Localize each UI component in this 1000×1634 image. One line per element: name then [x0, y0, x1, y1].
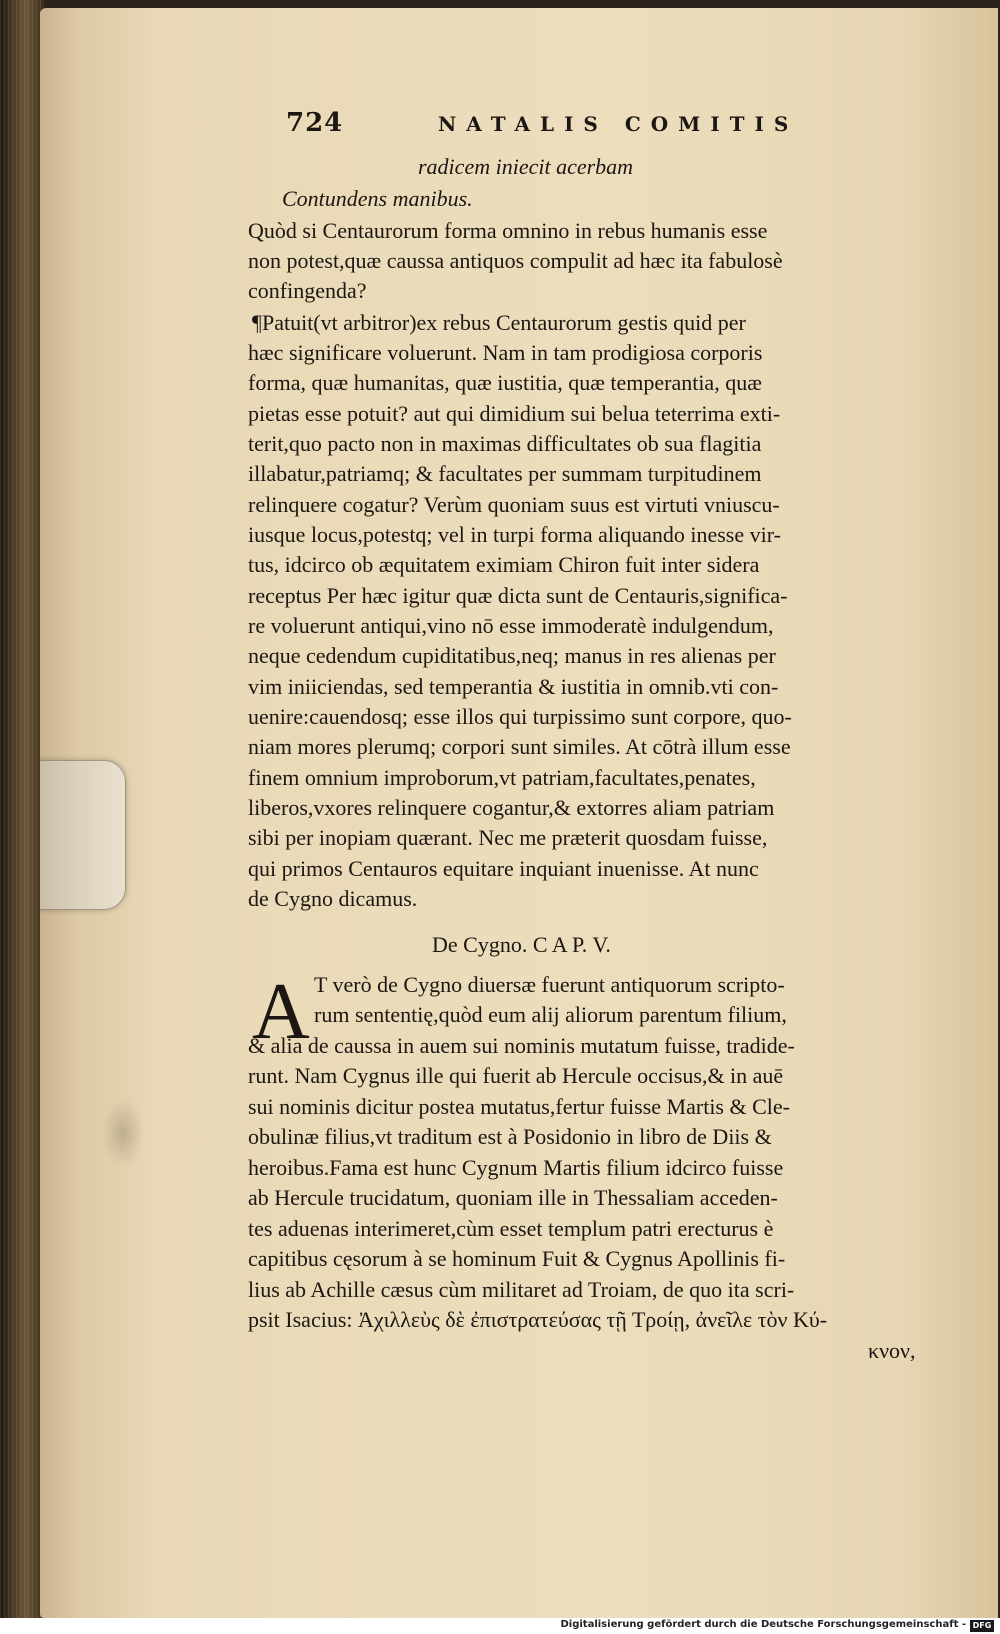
catchword: κνον,	[868, 1338, 916, 1363]
text-line: qui primos Centauros equitare inquiant inuenisse. At nunc	[248, 856, 759, 881]
chapter-heading: De Cygno. C A P. V.	[432, 932, 611, 957]
text-line: sui nominis dicitur postea mutatus,fertur fuisse Martis & Cle-	[248, 1094, 790, 1119]
text-line: psit Isacius: Ἀχιλλεὺς δὲ ἐπιστρατεύσας τῇ Τροίῃ, ἀνεῖλε τὸν Κύ-	[248, 1307, 828, 1332]
page-number: 724	[286, 108, 344, 138]
text-line: Quòd si Centaurorum forma omnino in rebus humanis esse	[248, 218, 768, 243]
page-clip	[40, 760, 126, 910]
text-line: uenire:cauendosq; esse illos qui turpissimo sunt corpore, quo-	[248, 704, 792, 729]
book-page	[40, 8, 998, 1618]
text-line: T verò de Cygno diuersæ fuerunt antiquorum scripto-	[314, 972, 785, 997]
funding-credit: Digitalisierung gefördert durch die Deutsche Forschungsgemeinschaft -	[560, 1619, 966, 1630]
footer-bar	[0, 1618, 1000, 1634]
dfg-logo: DFG	[970, 1620, 994, 1632]
text-line: vim iniiciendas, sed temperantia & iustitia in omnib.vti con-	[248, 674, 779, 699]
text-line: ¶Patuit(vt arbitror)ex rebus Centaurorum gestis quid per	[252, 310, 746, 335]
text-line: receptus Per hæc igitur quæ dicta sunt de Centauris,significa-	[248, 583, 788, 608]
text-line: terit,quo pacto non in maximas difficultates ob sua flagitia	[248, 431, 762, 456]
text-line: capitibus cęsorum à se hominum Fuit & Cygnus Apollinis fi-	[248, 1246, 786, 1271]
text-line: rum sententię,quòd eum alij aliorum parentum filium,	[314, 1002, 787, 1027]
text-line: relinquere cogatur? Verùm quoniam suus est virtuti vniuscu-	[248, 492, 780, 517]
paper-stain	[102, 1098, 144, 1168]
text-line: liberos,vxores relinquere cogantur,& extorres aliam patriam	[248, 795, 775, 820]
text-line: non potest,quæ caussa antiquos compulit ad hæc ita fabulosè	[248, 248, 783, 273]
text-line: forma, quæ humanitas, quæ iustitia, quæ temperantia, quæ	[248, 370, 762, 395]
text-line: illabatur,patriamq; & facultates per summam turpitudinem	[248, 461, 762, 486]
running-title: NATALIS COMITIS	[438, 112, 799, 136]
text-line: de Cygno dicamus.	[248, 886, 418, 911]
text-line: hæc significare voluerunt. Nam in tam prodigiosa corporis	[248, 340, 763, 365]
text-line: niam mores plerumq; corpori sunt similes. At cōtrà illum esse	[248, 734, 791, 759]
text-line: obulinæ filius,vt traditum est à Posidonio in libro de Diis &	[248, 1124, 772, 1149]
text-line: heroibus.Fama est hunc Cygnum Martis filium idcirco fuisse	[248, 1155, 784, 1180]
drop-capital: A	[252, 968, 310, 1056]
text-line: runt. Nam Cygnus ille qui fuerit ab Hercule occisus,& in auē	[248, 1063, 784, 1088]
text-line: sibi per inopiam quærant. Nec me præterit quosdam fuisse,	[248, 825, 768, 850]
text-line: neque cedendum cupiditatibus,neq; manus in res alienas per	[248, 643, 776, 668]
text-line: finem omnium improborum,vt patriam,facultates,penates,	[248, 765, 756, 790]
text-line: lius ab Achille cæsus cùm militaret ad Troiam, de quo ita scri-	[248, 1277, 795, 1302]
book-fore-edge	[0, 0, 44, 1620]
running-head	[248, 104, 948, 144]
text-line: iusque locus,potestq; vel in turpi forma aliquando inesse vir-	[248, 522, 781, 547]
text-line: ab Hercule trucidatum, quoniam ille in Thessaliam acceden-	[248, 1185, 778, 1210]
text-line: confingenda?	[248, 278, 367, 303]
text-line: tus, idcirco ob æquitatem eximiam Chiron fuit inter sidera	[248, 552, 760, 577]
verse-line: Contundens manibus.	[282, 186, 473, 211]
text-line: re voluerunt antiqui,vino nō esse immoderatè indulgendum,	[248, 613, 774, 638]
text-line: & alia de caussa in auem sui nominis mutatum fuisse, tradide-	[248, 1033, 795, 1058]
verse-line: radicem iniecit acerbam	[418, 154, 634, 179]
text-line: pietas esse potuit? aut qui dimidium sui belua teterrima exti-	[248, 401, 781, 426]
text-line: tes aduenas interimeret,cùm esset templum patri erecturus è	[248, 1216, 774, 1241]
